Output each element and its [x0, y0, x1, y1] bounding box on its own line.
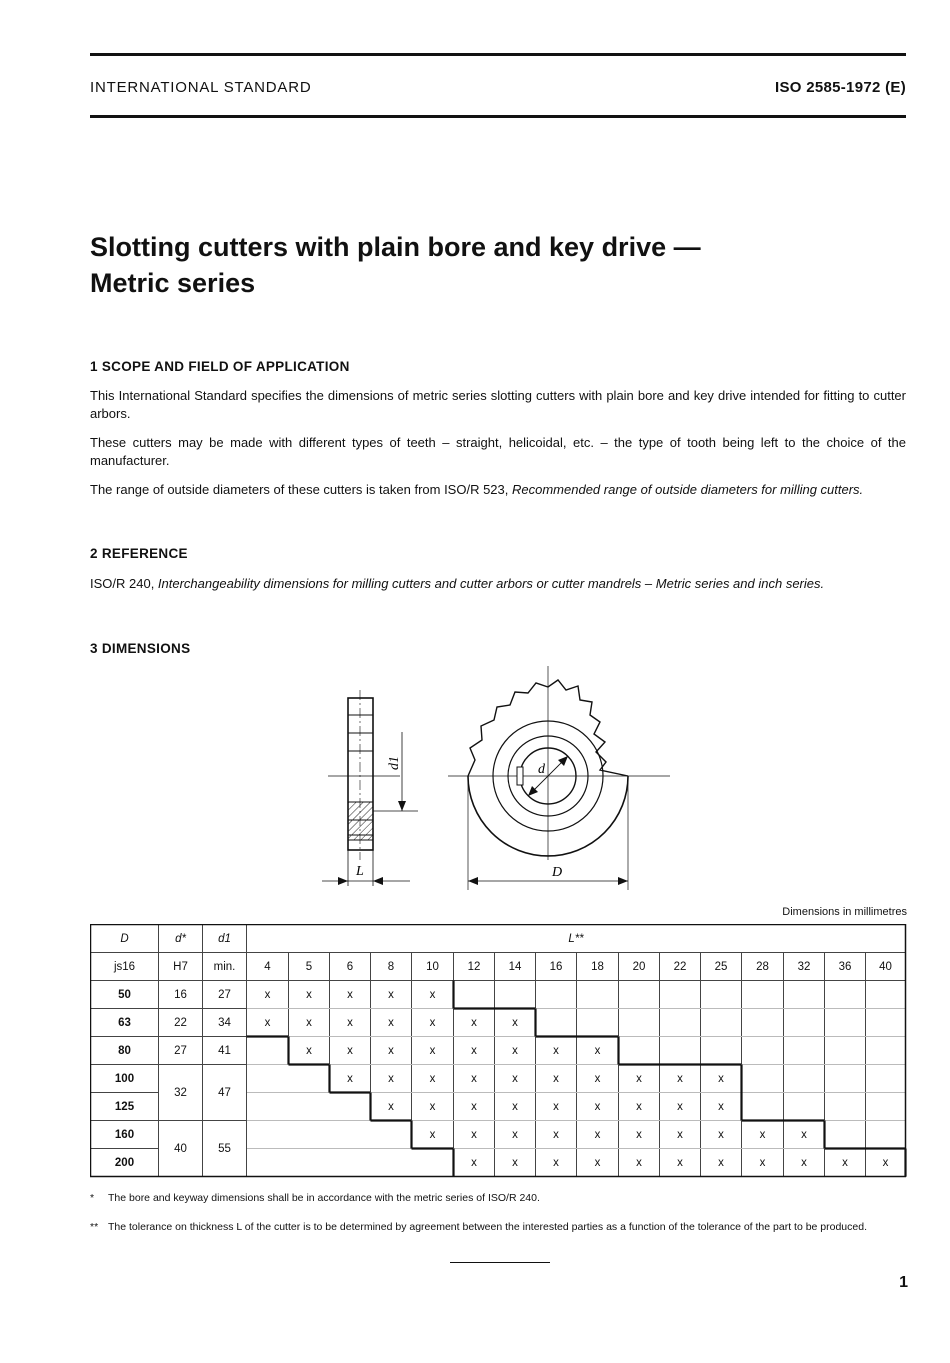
row-D-value: 125	[91, 1093, 159, 1121]
table-cell: x	[454, 1093, 495, 1121]
row-d-value: 16	[159, 981, 203, 1009]
table-cell: x	[454, 1009, 495, 1037]
table-blank-cell	[247, 1093, 371, 1121]
table-cell: x	[701, 1065, 742, 1093]
table-cell: x	[577, 1149, 619, 1177]
table-cell	[619, 1009, 660, 1037]
footnote-2	[90, 1220, 906, 1234]
col-header-d: d*	[159, 925, 203, 953]
table-cell	[742, 1065, 784, 1093]
row-D-value: 160	[91, 1121, 159, 1149]
table-cell: x	[495, 1121, 536, 1149]
col-header-d1-min: min.	[203, 953, 247, 981]
table-cell	[660, 1009, 701, 1037]
table-cell: x	[536, 1037, 577, 1065]
table-cell	[454, 981, 495, 1009]
table-cell	[866, 1037, 906, 1065]
row-d-value: 32	[159, 1065, 203, 1121]
table-cell	[825, 1121, 866, 1149]
table-cell	[701, 1037, 742, 1065]
col-header-D-tolerance: js16	[91, 953, 159, 981]
table-cell: x	[660, 1149, 701, 1177]
table-cell: x	[825, 1149, 866, 1177]
table-blank-cell	[247, 1065, 330, 1093]
table-cell: x	[742, 1149, 784, 1177]
row-d-value: 27	[159, 1037, 203, 1065]
table-cell	[660, 1037, 701, 1065]
label-L: L	[356, 864, 364, 879]
table-cell	[742, 1093, 784, 1121]
footnote-2-text: The tolerance on thickness L of the cutter is to be determined by agreement between the interested parties as a function of the tolerance of the part to be produced.	[108, 1221, 867, 1233]
row-D-value: 50	[91, 981, 159, 1009]
table-cell: x	[330, 981, 371, 1009]
header-bottom-rule	[90, 115, 906, 118]
table-cell: x	[701, 1149, 742, 1177]
document-title	[90, 229, 701, 301]
table-cell: x	[371, 1093, 412, 1121]
table-header-row-2	[91, 953, 906, 981]
table-cell: x	[412, 1093, 454, 1121]
table-cell: x	[660, 1121, 701, 1149]
table-cell: x	[495, 1037, 536, 1065]
table-cell: x	[536, 1093, 577, 1121]
table-cell: x	[495, 1093, 536, 1121]
table-cell	[577, 981, 619, 1009]
L-header-cell: 8	[371, 953, 412, 981]
table-cell: x	[454, 1037, 495, 1065]
section-2-heading: 2 REFERENCE	[90, 546, 188, 561]
table-cell: x	[742, 1121, 784, 1149]
table-cell: x	[495, 1009, 536, 1037]
row-D-value: 63	[91, 1009, 159, 1037]
table-cell: x	[536, 1065, 577, 1093]
table-cell: x	[660, 1065, 701, 1093]
table-cell: x	[371, 1037, 412, 1065]
table-cell	[825, 1009, 866, 1037]
section-2-ref-title: Interchangeability dimensions for milling cutters and cutter arbors or cutter mandrels – Metric series and inch series.	[157, 576, 825, 591]
table-cell	[866, 1093, 906, 1121]
header-standard-label: INTERNATIONAL STANDARD	[90, 79, 312, 96]
table-cell	[701, 981, 742, 1009]
table-row	[91, 1065, 906, 1093]
table-cell	[825, 981, 866, 1009]
L-header-cell: 40	[866, 953, 906, 981]
cutter-side-view	[322, 690, 418, 886]
table-cell: x	[619, 1065, 660, 1093]
table-cell: x	[784, 1149, 825, 1177]
table-cell: x	[619, 1121, 660, 1149]
table-cell	[701, 1009, 742, 1037]
L-header-cell: 4	[247, 953, 289, 981]
table-cell	[742, 1009, 784, 1037]
table-cell	[825, 1037, 866, 1065]
table-cell	[825, 1093, 866, 1121]
row-D-value: 80	[91, 1037, 159, 1065]
section-3-heading: 3 DIMENSIONS	[90, 641, 191, 656]
table-cell	[866, 1065, 906, 1093]
table-cell	[784, 1093, 825, 1121]
table-cell: x	[289, 981, 330, 1009]
table-cell: x	[536, 1149, 577, 1177]
table-cell	[619, 1037, 660, 1065]
table-cell: x	[577, 1037, 619, 1065]
row-d1-value: 55	[203, 1121, 247, 1177]
L-header-cell: 14	[495, 953, 536, 981]
table-cell: x	[495, 1065, 536, 1093]
table-cell: x	[247, 1009, 289, 1037]
section-1-heading: 1 SCOPE AND FIELD OF APPLICATION	[90, 359, 350, 374]
table-cell: x	[371, 1065, 412, 1093]
table-cell: x	[412, 1009, 454, 1037]
table-cell: x	[784, 1121, 825, 1149]
table-cell: x	[536, 1121, 577, 1149]
footnote-1-mark: *	[90, 1192, 95, 1204]
table-cell	[742, 981, 784, 1009]
L-header-cell: 22	[660, 953, 701, 981]
table-cell: x	[412, 1121, 454, 1149]
table-cell: x	[454, 1121, 495, 1149]
row-d-value: 40	[159, 1121, 203, 1177]
row-d1-value: 47	[203, 1065, 247, 1121]
L-header-cell: 25	[701, 953, 742, 981]
table-cell: x	[495, 1149, 536, 1177]
footnote-1	[90, 1191, 906, 1205]
label-d1: d1	[387, 756, 402, 770]
table-cell: x	[330, 1009, 371, 1037]
title-line-1: Slotting cutters with plain bore and key drive —	[90, 232, 701, 262]
L-header-cell: 36	[825, 953, 866, 981]
col-header-L: L**	[247, 925, 906, 953]
table-cell	[866, 1121, 906, 1149]
page-number: 1	[899, 1274, 908, 1291]
table-cell	[742, 1037, 784, 1065]
col-header-d-tolerance: H7	[159, 953, 203, 981]
L-header-cell: 20	[619, 953, 660, 981]
table-cell	[536, 981, 577, 1009]
section-1-paragraph-2: These cutters may be made with different types of teeth – straight, helicoidal, etc. – the type of tooth being left to the choice of the manufacturer.	[90, 435, 906, 468]
table-row	[91, 1037, 906, 1065]
table-row	[91, 1121, 906, 1149]
section-1-p3-text: The range of outside diameters of these cutters is taken from ISO/R 523,	[90, 482, 512, 497]
section-2-ref-number: ISO/R 240,	[90, 576, 158, 591]
col-header-D: D	[91, 925, 159, 953]
table-cell: x	[247, 981, 289, 1009]
table-cell	[784, 1037, 825, 1065]
table-cell: x	[454, 1065, 495, 1093]
col-header-d1: d1	[203, 925, 247, 953]
table-cell: x	[289, 1037, 330, 1065]
table-cell: x	[289, 1009, 330, 1037]
table-row	[91, 1009, 906, 1037]
table-cell: x	[619, 1149, 660, 1177]
table-cell: x	[619, 1093, 660, 1121]
table-cell: x	[412, 1037, 454, 1065]
L-header-cell: 5	[289, 953, 330, 981]
L-header-cell: 6	[330, 953, 371, 981]
row-d1-value: 27	[203, 981, 247, 1009]
table-cell: x	[330, 1037, 371, 1065]
table-row	[91, 981, 906, 1009]
table-cell: x	[371, 1009, 412, 1037]
section-1-paragraph-1: This International Standard specifies the dimensions of metric series slotting cutters with plain bore and key drive intended for fitting to cutter arbors.	[90, 388, 906, 421]
table-cell: x	[577, 1093, 619, 1121]
table-cell: x	[577, 1065, 619, 1093]
dimensions-table	[90, 924, 906, 1177]
row-D-value: 100	[91, 1065, 159, 1093]
row-d-value: 22	[159, 1009, 203, 1037]
L-header-cell: 32	[784, 953, 825, 981]
title-line-2: Metric series	[90, 268, 256, 298]
L-header-cell: 12	[454, 953, 495, 981]
table-blank-cell	[247, 1037, 289, 1065]
table-cell: x	[412, 981, 454, 1009]
L-header-cell: 28	[742, 953, 784, 981]
table-cell	[660, 981, 701, 1009]
table-cell: x	[866, 1149, 906, 1177]
table-cell: x	[660, 1093, 701, 1121]
table-blank-cell	[247, 1121, 412, 1149]
table-cell	[784, 981, 825, 1009]
table-cell	[784, 1009, 825, 1037]
section-1-paragraph-3	[90, 481, 906, 499]
footnote-1-text: The bore and keyway dimensions shall be in accordance with the metric series of ISO/R 240.	[108, 1192, 540, 1204]
table-header-row-1	[91, 925, 906, 953]
table-cell	[577, 1009, 619, 1037]
section-2-paragraph	[90, 575, 906, 593]
table-cell: x	[371, 981, 412, 1009]
row-d1-value: 41	[203, 1037, 247, 1065]
L-header-cell: 16	[536, 953, 577, 981]
section-1-p3-citation: Recommended range of outside diameters for milling cutters.	[512, 482, 864, 497]
cutter-front-view	[448, 666, 670, 890]
table-cell	[536, 1009, 577, 1037]
label-D: D	[552, 865, 563, 880]
table-cell	[866, 1009, 906, 1037]
units-note: Dimensions in millimetres	[782, 906, 907, 918]
table-cell: x	[701, 1121, 742, 1149]
table-cell	[619, 981, 660, 1009]
table-cell	[866, 981, 906, 1009]
table-cell	[825, 1065, 866, 1093]
footer-rule	[450, 1262, 550, 1263]
row-D-value: 200	[91, 1149, 159, 1177]
L-header-cell: 10	[412, 953, 454, 981]
table-cell: x	[412, 1065, 454, 1093]
table-cell: x	[330, 1065, 371, 1093]
table-body	[91, 981, 906, 1177]
L-header-cell: 18	[577, 953, 619, 981]
table-blank-cell	[247, 1149, 454, 1177]
table-cell	[784, 1065, 825, 1093]
table-cell	[495, 981, 536, 1009]
header-standard-number: ISO 2585-1972 (E)	[774, 79, 906, 96]
footnote-2-mark: **	[90, 1221, 99, 1233]
cutter-drawing	[300, 660, 680, 900]
row-d1-value: 34	[203, 1009, 247, 1037]
table-cell: x	[701, 1093, 742, 1121]
table-cell: x	[577, 1121, 619, 1149]
header-top-rule	[90, 53, 906, 56]
label-d: d	[538, 762, 545, 777]
table-cell: x	[454, 1149, 495, 1177]
